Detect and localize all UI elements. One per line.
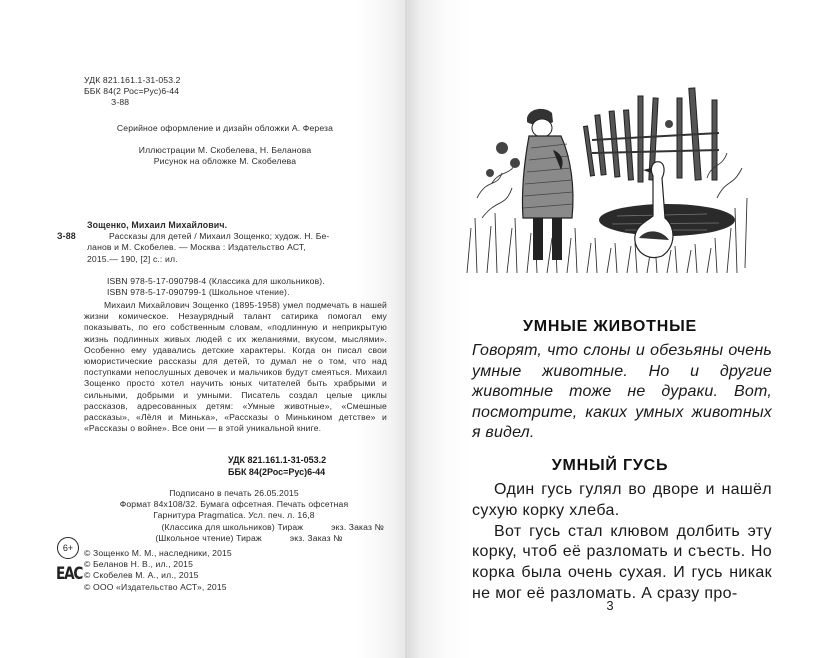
catalog-line: ланов и М. Скобелев. — Москва : Издательство АСТ, — [87, 242, 306, 253]
classification-codes-bottom — [228, 455, 326, 478]
boy-and-goose-illustration — [457, 78, 757, 278]
story-body — [472, 480, 772, 605]
print-info — [84, 488, 384, 544]
bbk-code: ББК 84(2 Рос=Рус)6-44 — [84, 86, 180, 97]
catalog-code: З-88 — [57, 231, 76, 242]
signed-to-print: Подписано в печать 26.05.2015 — [169, 488, 299, 498]
left-page-imprint — [0, 0, 406, 658]
copyright-line: © Скобелев М. А., ил., 2015 — [84, 570, 199, 581]
story-paragraph: Один гусь гулял во дворе и нашёл сухую корку хлеба. — [472, 481, 772, 519]
story-title: УМНЫЙ ГУСЬ — [551, 457, 669, 474]
section-title: УМНЫЕ ЖИВОТНЫЕ — [522, 318, 698, 335]
illustration-credits — [60, 145, 390, 167]
cover-drawing-credit: Рисунок на обложке М. Скобелева — [153, 156, 297, 167]
copyright-line: © ООО «Издательство АСТ», 2015 — [84, 581, 227, 592]
catalog-description — [87, 231, 387, 265]
age-rating-badge: 6+ — [57, 537, 79, 559]
catalog-record — [57, 220, 387, 265]
catalog-line: 2015.— 190, [2] с.: ил. — [87, 253, 178, 264]
series-design-credit: Серийное оформление и дизайн обложки А. Фереза — [116, 123, 334, 133]
copyright-line: © Зощенко М. М., наследники, 2015 — [84, 548, 232, 558]
isbn-school: ISBN 978-5-17-090799-1 (Школьное чтение). — [107, 287, 290, 298]
copyright-list — [84, 548, 232, 593]
page-number: 3 — [606, 598, 614, 613]
bbk-code-bottom: ББК 84(2Рос=Рус)6-44 — [228, 466, 326, 477]
udk-code-bottom: УДК 821.161.1-31-053.2 — [228, 455, 327, 465]
story-paragraph: Вот гусь стал клювом долбить эту корку, чтоб её разломать и съесть. Но корка была очень сухая. И гусь никак не мог её разломать. А сразу про- — [472, 522, 772, 602]
copyright-line: © Беланов Н. В., ил., 2015 — [84, 559, 193, 570]
catalog-line: Рассказы для детей / Михаил Зощенко; худож. Н. Бе- — [109, 231, 330, 242]
classification-codes-top — [84, 75, 181, 109]
format-info: Формат 84x108/32. Бумага офсетная. Печать офсетная — [119, 499, 349, 510]
catalog-author: Зощенко, Михаил Михайлович. — [87, 220, 228, 230]
author-sign: З-88 — [111, 97, 130, 108]
eac-certification-icon: ЕАС — [56, 564, 83, 584]
isbn-classics: ISBN 978-5-17-090798-4 (Классика для школьников). — [107, 276, 325, 286]
illustrators: Иллюстрации М. Скобелева, Н. Беланова — [138, 145, 312, 155]
print-run-classics: (Классика для школьников) Тираж экз. Заказ № — [161, 521, 384, 532]
section-intro: Говорят, что слоны и обезьяны очень умные животные. Но и другие животные тоже не дураки. Вот, посмотрите, каких умных животных я видел. — [472, 342, 772, 441]
book-annotation: Михаил Михайлович Зощенко (1895-1958) умел подмечать в нашей жизни комическое. Незаурядный талант сатирика помогал ему показывать, по его собственным словам, «подлинную и неприкрытую жизнь подлинных живых людей с их желаниями, вкусом, мыслями». Особенно ему удавались детские характеры. Когда он писал свои юмористические рассказы для детей, то думал не о том, что над поступками непослушных девочек и мальчиков будут смеяться. Михаил Зощенко просто хотел научить юных читателей быть храбрыми и сильными, добрыми и умными. Писатель создал целые циклы рассказов, адресованных детям: «Умные животные», «Смешные рассказы», «Лёля и Минька», «Рассказы о Минькином детстве» и «Рассказы о войне». Все они — в этой уникальной книге. — [84, 300, 387, 434]
udk-code: УДК 821.161.1-31-053.2 — [84, 75, 181, 85]
print-run-school: (Школьное чтение) Тираж экз. Заказ № — [155, 532, 343, 543]
typeface-info: Гарнитура Pragmatica. Усл. печ. л. 16,8 — [153, 510, 315, 521]
isbn-list — [107, 276, 325, 298]
